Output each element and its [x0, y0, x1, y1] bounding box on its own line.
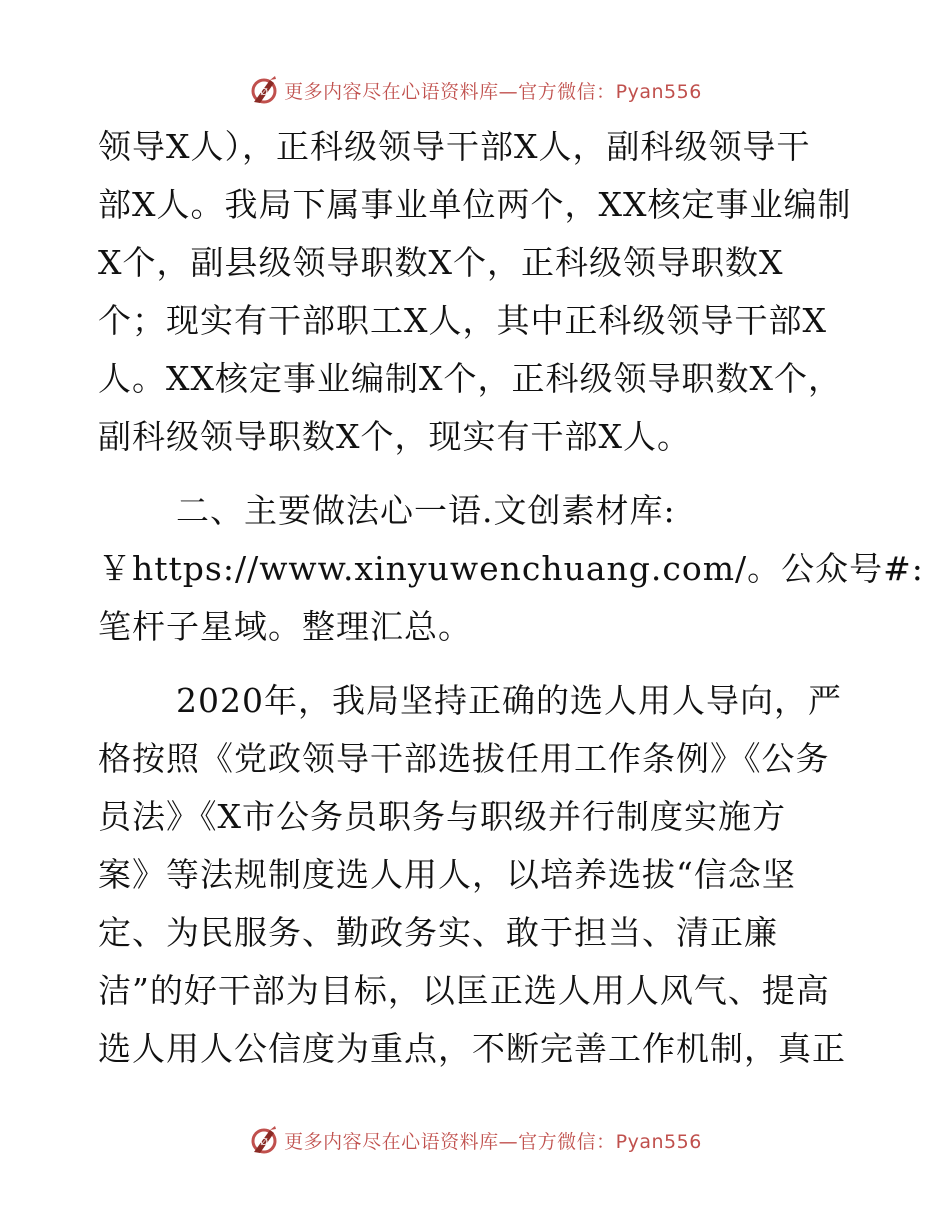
text-line: 格按照《党政领导干部选拔任用工作条例》《公务 [98, 739, 830, 778]
text-line: 定、为民服务、勤政务实、敢于担当、清正廉 [98, 913, 778, 952]
svg-text:Ø: Ø [260, 1137, 269, 1148]
quill-seal-logo-icon [248, 74, 280, 106]
header-banner-text: 更多内容尽在心语资料库—官方微信：Pyan556 [284, 80, 702, 103]
text-line: 选人用人公信度为重点，不断完善工作机制，真正 [98, 1029, 846, 1068]
footer-banner-text: 更多内容尽在心语资料库—官方微信：Pyan556 [284, 1130, 702, 1153]
text-line: 领导X人），正科级领导干部X人，副科级领导干 [98, 127, 811, 166]
section-heading: 二、主要做法心一语.文创素材库: [176, 491, 676, 530]
paragraph-3 [98, 672, 858, 1078]
text-line: 2020年，我局坚持正确的选人用人导向，严 [176, 681, 842, 720]
text-line: 案》等法规制度选人用人，以培养选拔“信念坚 [98, 855, 796, 894]
text-line: 员法》《X市公务员职务与职级并行制度实施方 [98, 797, 786, 836]
text-line: 洁”的好干部为目标，以匡正选人用人风气、提高 [98, 971, 830, 1010]
paragraph-2-heading [98, 482, 924, 656]
header-banner [0, 70, 950, 110]
quill-seal-logo-icon [248, 1124, 280, 1156]
svg-text:Ø: Ø [260, 87, 269, 98]
footer-banner [0, 1120, 950, 1160]
text-line: X个，副县级领导职数X个，正科级领导职数X [98, 243, 784, 282]
text-line: ￥https://www.xinyuwenchuang.com/。公众号#: [98, 549, 924, 588]
document-body [98, 118, 924, 1078]
paragraph-1 [98, 118, 858, 466]
text-line: 副科级领导职数X个，现实有干部X人。 [98, 417, 691, 456]
text-line: 笔杆子星域。整理汇总。 [98, 607, 472, 646]
text-line: 个；现实有干部职工X人，其中正科级领导干部X [98, 301, 827, 340]
text-line: 部X人。我局下属事业单位两个，XX核定事业编制 [98, 185, 852, 224]
text-line: 人。XX核定事业编制X个，正科级领导职数X个， [98, 359, 842, 398]
